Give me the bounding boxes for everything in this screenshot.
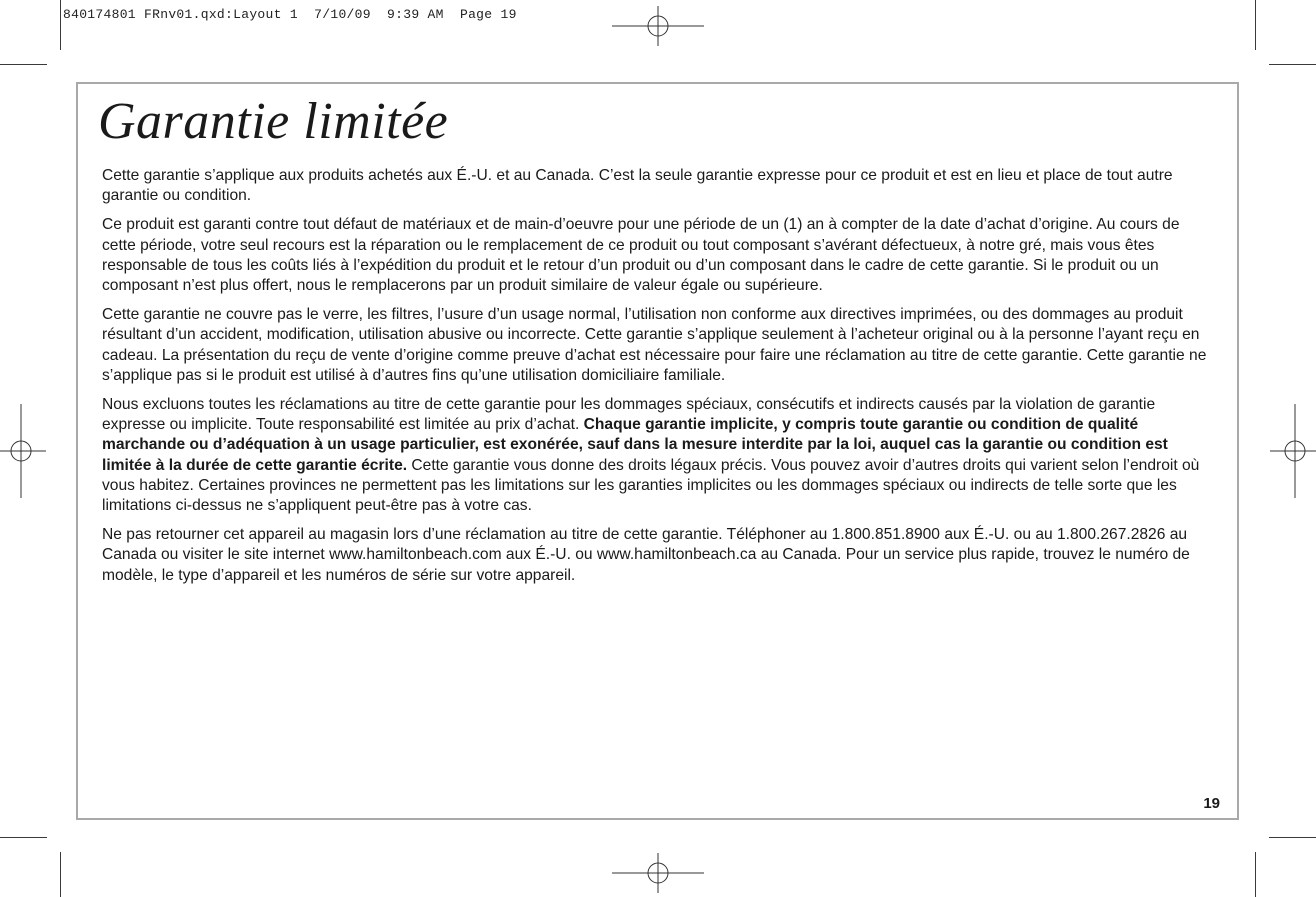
registration-mark-bottom-icon bbox=[612, 853, 704, 893]
limitations-bold-text: Chaque garantie implicite, y compris toute garantie ou condition de qualité marchande ou d’adéquation à un usage particulier, est exonérée, sauf dans la mesure interdite par la loi, auquel cas la garantie ou condition est limitée à la durée de cette garantie écrite. bbox=[102, 416, 1168, 474]
paragraph-coverage-scope: Cette garantie s’applique aux produits achetés aux É.-U. et au Canada. C’est la seule garantie expresse pour ce produit et est en lieu et place de tout autre garantie ou condition. bbox=[102, 167, 1173, 205]
page-number: 19 bbox=[1203, 795, 1220, 812]
paragraph-exclusions: Cette garantie ne couvre pas le verre, les filtres, l’usure d’un usage normal, l’utilisation non conforme aux directives imprimées, ou des dommages au produit résultant d’un accident, modification, utilisation abusive ou incorrecte. Cette garantie s’applique seulement à l’acheteur original ou à la personne l’ayant reçu en cadeau. La présentation du reçu de vente d’origine comme preuve d’achat est nécessaire pour faire une réclamation au titre de cette garantie. Cette garantie ne s’applique pas si le produit est utilisé à d’autres fins qu’une utilisation domiciliaire familiale. bbox=[102, 306, 1207, 384]
registration-mark-left-icon bbox=[0, 404, 46, 498]
crop-mark-top-left-vertical bbox=[60, 0, 61, 50]
crop-mark-top-right-horizontal bbox=[1269, 64, 1316, 65]
crop-mark-bottom-right-horizontal bbox=[1269, 837, 1316, 838]
crop-mark-bottom-left-horizontal bbox=[0, 837, 47, 838]
limitations-text-end: Cette garantie vous donne des droits légaux précis. Vous pouvez avoir d’autres droits qui varient selon l’endroit où vous habitez. Certaines provinces ne permettent pas les limitations sur les garanties implicites ou les dommages spéciaux ou indirects de telle sorte que les limitations ci-dessus ne s’appliquent peut-être pas à votre cas. bbox=[102, 456, 1200, 515]
crop-mark-top-right-vertical bbox=[1255, 0, 1256, 50]
crop-mark-bottom-right-vertical bbox=[1255, 852, 1256, 897]
page-title: Garantie limitée bbox=[98, 93, 449, 150]
paragraph-warranty-period: Ce produit est garanti contre tout défaut de matériaux et de main-d’oeuvre pour une période de un (1) an à compter de la date d’achat d’origine. Au cours de cette période, votre seul recours est la réparation ou le remplacement de ce produit ou tout composant s’avérant défectueux, à notre gré, mais vous êtes responsable de tous les coûts liés à l’expédition du produit et le retour d’un produit ou d’un composant dans le cadre de cette garantie. Si le produit ou un composant n’est plus offert, nous le remplacerons par un produit similaire de valeur égale ou supérieure. bbox=[102, 216, 1180, 295]
crop-mark-top-left-horizontal bbox=[0, 64, 47, 65]
warranty-text bbox=[102, 166, 1214, 595]
registration-mark-right-icon bbox=[1270, 404, 1316, 498]
crop-mark-bottom-left-vertical bbox=[60, 852, 61, 897]
limitations-text-start: Nous excluons toutes les réclamations au titre de cette garantie pour les dommages spéciaux, consécutifs et indirects causés par la violation de garantie expresse ou implicite. Toute responsabilité est limitée au prix d’achat. bbox=[102, 396, 1156, 434]
paragraph-limitations bbox=[102, 395, 1214, 516]
printer-slug: 840174801 FRnv01.qxd:Layout 1 7/10/09 9:39 AM Page 19 bbox=[63, 7, 517, 22]
paragraph-contact: Ne pas retourner cet appareil au magasin lors d’une réclamation au titre de cette garantie. Téléphoner au 1.800.851.8900 aux É.-U. ou au 1.800.267.2826 au Canada ou visiter le site internet www.hamiltonbeach.com aux É.-U. ou www.hamiltonbeach.ca au Canada. Pour un service plus rapide, trouvez le numéro de modèle, le type d’appareil et les numéros de série sur votre appareil. bbox=[102, 526, 1190, 584]
registration-mark-top-icon bbox=[612, 6, 704, 46]
